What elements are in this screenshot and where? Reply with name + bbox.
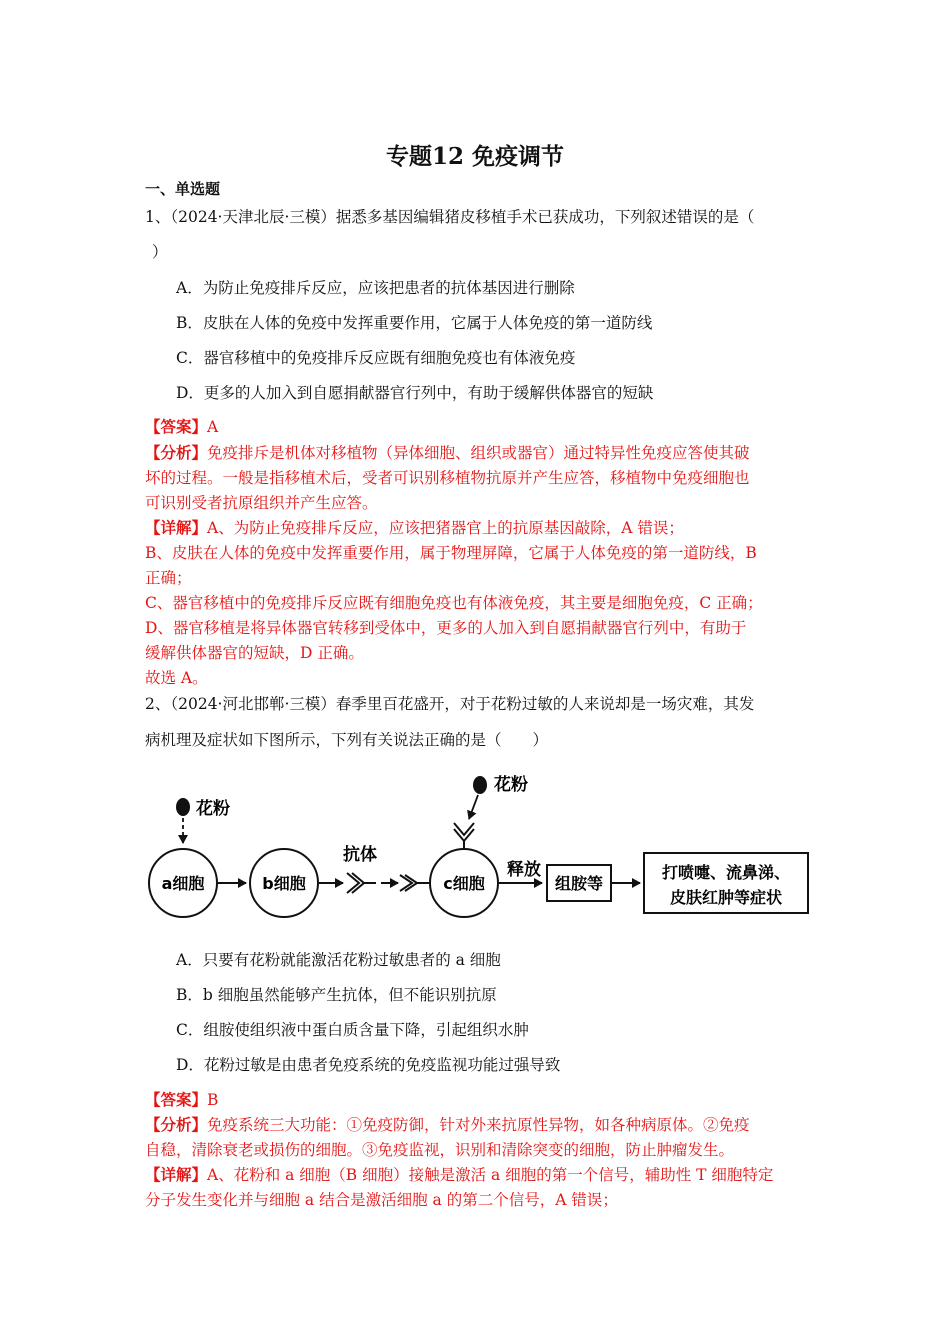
q2-answer-value: B [207, 1091, 219, 1109]
q1-detail-line2: B、皮肤在人体的免疫中发挥重要作用，属于物理屏障，它属于人体免疫的第一道防线，B [145, 544, 757, 562]
pollen-top-icon [473, 776, 487, 794]
q1-stem-line1: 1、（2024·天津北辰·三模）据悉多基因编辑猪皮移植手术已获成功，下列叙述错误的是（ [145, 208, 755, 226]
q1-answer-label: 【答案】 [145, 417, 208, 436]
q2-analysis-label: 【分析】 [145, 1115, 208, 1134]
cell-a-label: a细胞 [161, 874, 205, 893]
symptoms-line2: 皮肤红肿等症状 [669, 888, 783, 907]
q1-option-b: B．皮肤在人体的免疫中发挥重要作用，它属于人体免疫的第一道防线 [176, 314, 653, 332]
allergy-mechanism-diagram [140, 765, 820, 935]
q1-detail-line4: C、器官移植中的免疫排斥反应既有细胞免疫也有体液免疫，其主要是细胞免疫，C 正确； [145, 594, 763, 612]
page-title: 专题12 免疫调节 [385, 143, 564, 170]
pollen-left-label: 花粉 [196, 799, 230, 819]
q1-stem-line2: ） [152, 243, 168, 261]
bound-antibody-top-icon [454, 823, 474, 849]
q1-detail-line6: 缓解供体器官的短缺，D 正确。 [145, 644, 364, 662]
q2-detail-line1: 【详解】A、花粉和 a 细胞（B 细胞）接触是激活 a 细胞的第一个信号，辅助性 T 细胞特定 [145, 1165, 774, 1184]
q1-analysis-line1: 【分析】免疫排斥是机体对移植物（异体细胞、组织或器官）通过特异性免疫应答使其破 [145, 443, 750, 462]
q1-detail-label: 【详解】 [145, 518, 208, 537]
q2-answer-label: 【答案】 [145, 1090, 208, 1109]
q2-detail-label: 【详解】 [145, 1165, 208, 1184]
release-label: 释放 [507, 860, 541, 880]
q1-detail-line7: 故选 A。 [145, 669, 208, 687]
section-heading: 一、单选题 [145, 180, 221, 198]
q2-option-d: D．花粉过敏是由患者免疫系统的免疫监视功能过强导致 [176, 1056, 561, 1074]
q2-stem-line1: 2、（2024·河北邯郸·三模）春季里百花盛开，对于花粉过敏的人来说却是一场灾难，其发 [145, 695, 755, 713]
q2-analysis-line1: 【分析】免疫系统三大功能：①免疫防御，针对外来抗原性异物，如各种病原体。②免疫 [145, 1115, 750, 1134]
pollen-left-icon [176, 798, 190, 816]
q1-detail-line3: 正确； [145, 569, 192, 587]
q1-answer [145, 415, 218, 437]
antibody-icon [347, 873, 376, 893]
histamine-label: 组胺等 [554, 874, 604, 893]
q1-option-d: D．更多的人加入到自愿捐献器官行列中，有助于缓解供体器官的短缺 [176, 384, 654, 402]
q2-option-c: C．组胺使组织液中蛋白质含量下降，引起组织水肿 [176, 1021, 529, 1039]
q2-stem-line2: 病机理及症状如下图所示，下列有关说法正确的是（ ） [145, 731, 549, 749]
symptoms-line1: 打喷嚏、流鼻涕、 [661, 863, 791, 882]
pollen-top-arrow [469, 795, 478, 819]
q2-detail-line2: 分子发生变化并与细胞 a 结合是激活细胞 a 的第二个信号，A 错误； [145, 1191, 618, 1209]
q2-answer [145, 1088, 218, 1110]
cell-b-label: b细胞 [262, 874, 306, 893]
q1-analysis-line3: 可识别受者抗原组织并产生应答。 [145, 494, 378, 512]
bound-antibody-left-icon [400, 875, 430, 891]
cell-c-label: c细胞 [443, 874, 485, 893]
q1-detail-line5: D、器官移植是将异体器官转移到受体中，更多的人加入到自愿捐献器官行列中，有助于 [145, 619, 747, 637]
q1-option-c: C．器官移植中的免疫排斥反应既有细胞免疫也有体液免疫 [176, 349, 576, 367]
q1-option-a: A．为防止免疫排斥反应，应该把患者的抗体基因进行删除 [176, 279, 575, 297]
q1-detail-line1: 【详解】A、为防止免疫排斥反应，应该把猪器官上的抗原基因敲除，A 错误； [145, 518, 684, 537]
q2-option-b: B．b 细胞虽然能够产生抗体，但不能识别抗原 [176, 986, 497, 1004]
q1-analysis-line2: 坏的过程。一般是指移植术后，受者可识别移植物抗原并产生应答，移植物中免疫细胞也 [145, 469, 750, 487]
q1-analysis-label: 【分析】 [145, 443, 208, 462]
q2-analysis-line2: 自稳，清除衰老或损伤的细胞。③免疫监视，识别和清除突变的细胞，防止肿瘤发生。 [145, 1141, 735, 1159]
pollen-top-label: 花粉 [494, 775, 528, 795]
antibody-label: 抗体 [343, 845, 377, 865]
q2-option-a: A．只要有花粉就能激活花粉过敏患者的 a 细胞 [176, 951, 501, 969]
q1-answer-value: A [207, 418, 219, 436]
